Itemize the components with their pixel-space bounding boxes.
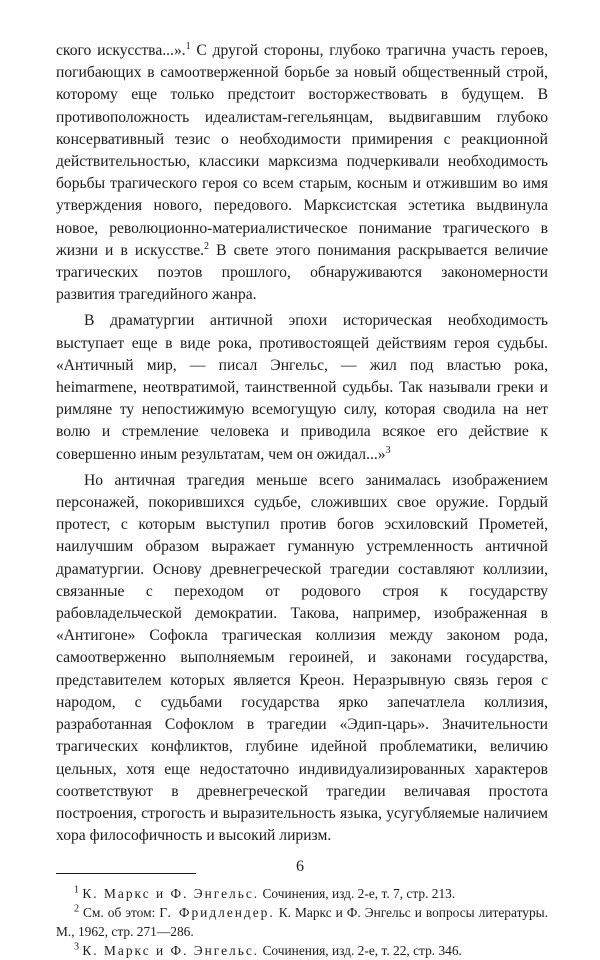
page-number: 6 (296, 858, 304, 875)
paragraph-1-text-a: ского искусства...». (56, 42, 186, 59)
footnote-3 (56, 941, 548, 960)
footnote-2-number: 2 (74, 903, 79, 915)
footnote-1-text: Сочинения, изд. 2-е, т. 7, стр. 213. (259, 886, 456, 902)
paragraph-1 (56, 40, 548, 306)
paragraph-1-text-c: В свете этого понимания раскрывается величие трагических поэтов прошлого, обнаруживаются закономерности развития трагедийного жанра. (56, 241, 548, 304)
footnote-ref-3[interactable]: 3 (385, 444, 391, 456)
paragraph-3 (56, 470, 548, 847)
footnote-ref-1[interactable]: 1 (185, 40, 191, 52)
footnote-ref-2[interactable]: 2 (204, 240, 210, 252)
paragraph-1-text-b: С другой стороны, глубоко трагична участь героев, погибающих в самоотверженной борьбе за новый общественный строй, которому еще только предстоит восторжествовать в будущем. В противоположность идеалистам-гегельянцам, выдвигавшим глубоко консервативный тезис о необходимости примирения с реакционной действительностью, классики марксизма подчеркивали необходимость борьбы трагического героя со всем старым, косным и отжившим во имя утверждения нового, передового. Марксистская эстетика выдвинула новое, революционно-материалистическое понимание трагического в жизни и в искусстве. (56, 42, 548, 259)
footnote-1-number: 1 (74, 884, 79, 896)
paragraph-2-text: В драматургии античной эпохи историческая необходимость выступает еще в виде рока, противостоящей действиям героя судьбы. «Античный мир, — писал Энгельс, — жил под властью рока, heimarmene, неотвратимой, таинственной судьбы. Так называли греки и римляне ту непостижимую всемогущую силу, которая сводила на нет волю и стремление человека и приводила всякое его действие к совершенно иным результатам, чем он ожидал...» (56, 312, 548, 463)
paragraph-3-text: Но античная трагедия меньше всего занималась изображением персонажей, покорившихся судьбе, сложивших свое оружие. Гордый протест, с которым выступил против богов эсхиловский Прометей, наилучшим образом выражает гуманную устремленность античной драматургии. Основу древнегреческой трагедии составляют коллизии, связанные с переходом от родового строя к государству рабовладельческой демократии. Такова, например, изображенная в «Антигоне» Софокла трагическая коллизия между законом рода, самоотверженно выполняемым героиней, и законами государства, представителем которых является Креон. Неразрывную связь героя с народом, с судьбами государства ярко запечатлела коллизия, разработанная Софоклом в трагедии «Эдип-царь». Значительности трагических конфликтов, глубине идейной проблематики, величию цельных, хотя еще недостаточно индивидуализированных характеров соответствуют в древнегреческой трагедии величавая простота построения, строгость и выразительность языка, усугубляемые наличием хора философичность и высокий лиризм. (56, 471, 548, 845)
page-body (56, 40, 548, 960)
paragraph-2 (56, 310, 548, 465)
footnote-2-prefix: См. об этом: (83, 905, 160, 921)
footnote-3-author: К. Маркс и Ф. Энгельс. (82, 943, 260, 959)
footnote-3-text: Сочинения, изд. 2-е, т. 22, стр. 346. (259, 943, 462, 959)
footnote-1-author: К. Маркс и Ф. Энгельс. (82, 886, 260, 902)
footnote-2-text: К. Маркс и Ф. Энгельс и вопросы литературы. М., 1962, стр. 271—286. (56, 905, 548, 940)
footnote-1 (56, 884, 548, 903)
footnote-3-number: 3 (74, 941, 79, 953)
footnote-2-author: Г. Фридлендер. (159, 905, 275, 921)
footnote-2 (56, 903, 548, 941)
